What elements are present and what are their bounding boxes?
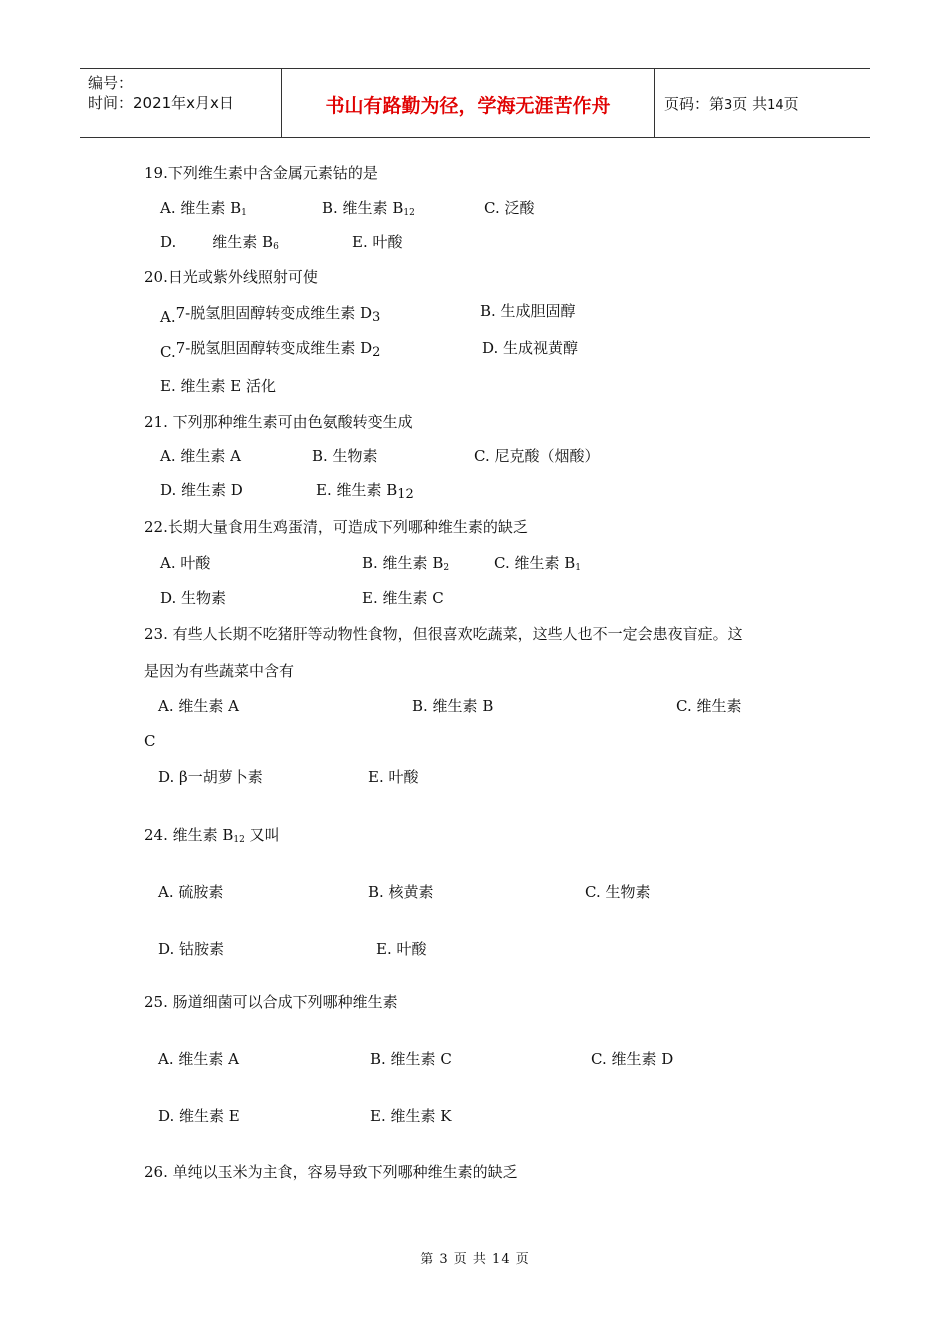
q19-option-d: D. 维生素 $B_6$: [160, 233, 279, 252]
q22-option-b: B. 维生素 $B_2$: [362, 554, 450, 573]
q22-option-a: A. 叶酸: [160, 554, 211, 572]
q25-option-a: A. 维生素 A: [158, 1050, 239, 1068]
q21-option-d: D. 维生素 D: [160, 481, 243, 499]
q20-option-e: E. 维生素 E 活化: [160, 377, 276, 395]
number-label: 编号：: [88, 74, 134, 92]
q22-option-e: E. 维生素 C: [362, 589, 444, 607]
q21-option-c: C. 尼克酸（烟酸）: [474, 447, 600, 465]
q23-stem-line1: 23. 有些人长期不吃猪肝等动物性食物，但很喜欢吃蔬菜，这些人也不一定会患夜盲症。这: [144, 625, 743, 643]
q25-option-e: E. 维生素 K: [370, 1107, 452, 1125]
q23-stem-line2: 是因为有些蔬菜中含有: [144, 662, 295, 680]
q24-option-d: D. 钴胺素: [158, 940, 225, 958]
q20-option-b: B. 生成胆固醇: [480, 302, 576, 320]
q19-option-b: B. 维生素 $B_{12}$: [322, 199, 415, 218]
q23-option-c: C. 维生素: [676, 697, 742, 715]
q22-stem: 22.长期大量食用生鸡蛋清，可造成下列哪种维生素的缺乏: [144, 518, 528, 536]
q24-option-e: E. 叶酸: [376, 940, 427, 958]
q21-option-e: E. 维生素 B12: [316, 481, 414, 502]
q19-stem: 19.下列维生素中含金属元素钴的是: [144, 164, 378, 182]
q20-option-d: D. 生成视黄醇: [482, 339, 579, 357]
header-table: [80, 68, 870, 138]
q22-option-c: C. 维生素 $B_1$: [494, 554, 582, 573]
q23-option-b: B. 维生素 B: [412, 697, 494, 715]
q19-option-a: A. 维生素 $B_1$: [160, 199, 247, 218]
q21-stem: 21. 下列那种维生素可由色氨酸转变生成: [144, 413, 413, 431]
q25-option-d: D. 维生素 E: [158, 1107, 240, 1125]
page-number: 3: [724, 98, 733, 113]
q24-option-c: C. 生物素: [585, 883, 651, 901]
q25-option-b: B. 维生素 C: [370, 1050, 452, 1068]
q23-option-e: E. 叶酸: [368, 768, 419, 786]
q22-option-d: D. 生物素: [160, 589, 227, 607]
q20-option-a: A.7-脱氢胆固醇转变成维生素 D3: [160, 304, 381, 326]
page-indicator: 页码：第3页 共14页: [664, 95, 799, 113]
q26-stem: 26. 单纯以玉米为主食，容易导致下列哪种维生素的缺乏: [144, 1163, 518, 1181]
header-info: [88, 73, 234, 113]
page-total: 14: [767, 98, 784, 113]
time-label: 时间：2021年x月x日: [88, 94, 234, 112]
q23-option-c-wrap: C: [144, 732, 156, 750]
q23-option-a: A. 维生素 A: [158, 697, 239, 715]
q24-option-b: B. 核黄素: [368, 883, 434, 901]
header-divider: [654, 69, 655, 137]
q20-stem: 20.日光或紫外线照射可使: [144, 268, 318, 286]
q24-option-a: A. 硫胺素: [158, 883, 224, 901]
q19-option-e: E. 叶酸: [352, 233, 403, 251]
q20-option-c: C.7-脱氢胆固醇转变成维生素 D2: [160, 339, 381, 361]
q21-option-b: B. 生物素: [312, 447, 378, 465]
q25-option-c: C. 维生素 D: [591, 1050, 674, 1068]
q25-stem: 25. 肠道细菌可以合成下列哪种维生素: [144, 993, 398, 1011]
q19-option-c: C. 泛酸: [484, 199, 535, 217]
q21-option-a: A. 维生素 A: [160, 447, 241, 465]
motto: 书山有路勤为径，学海无涯苦作舟: [325, 95, 611, 117]
page-footer: 第 3 页 共 14 页: [420, 1252, 530, 1267]
q24-stem: 24. 维生素 $B_{12}$ 又叫: [144, 826, 280, 845]
q23-option-d: D. β一胡萝卜素: [158, 768, 263, 786]
